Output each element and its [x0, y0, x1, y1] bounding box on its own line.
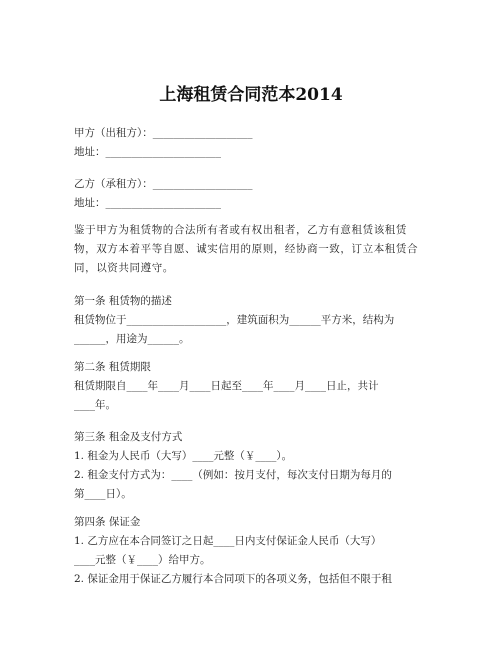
section-line: 2. 保证金用于保证乙方履行本合同项下的各项义务，包括但不限于租 — [74, 573, 392, 585]
section-line: ____元整（￥____）给甲方。 — [74, 554, 211, 566]
section-line: ____年。 — [74, 399, 116, 411]
lessee-label: 乙方（承租方）：___________________ — [74, 178, 253, 190]
section-line: 租赁物位于___________________，建筑面积为______平方米，结构为 — [74, 314, 395, 326]
section-heading: 第三条 租金及支付方式 — [74, 431, 183, 443]
section-3 — [74, 428, 434, 504]
section-heading: 第二条 租赁期限 — [74, 361, 151, 373]
lessor-label: 甲方（出租方）：___________________ — [74, 127, 253, 139]
section-line: 第____日）。 — [74, 488, 132, 500]
section-line: 2. 租金支付方式为：____（例如：按月支付，每次支付日期为每月的 — [74, 469, 392, 481]
section-4 — [74, 513, 434, 589]
section-1 — [74, 292, 434, 349]
section-line: ______，用途为______。 — [74, 333, 190, 345]
section-line: 1. 乙方应在本合同签订之日起____日内支付保证金人民币（大写） — [74, 535, 382, 547]
section-heading: 第四条 保证金 — [74, 516, 141, 528]
section-line: 租赁期限自____年____月____日起至____年____月____日止，共计 — [74, 380, 379, 392]
section-line: 1. 租金为人民币（大写）____元整（￥____）。 — [74, 450, 293, 462]
document-title: 上海租赁合同范本2014 — [159, 85, 343, 105]
lessee-block — [74, 175, 434, 213]
lessee-address: 地址：______________________ — [74, 197, 221, 209]
section-2 — [74, 358, 434, 415]
lessor-address: 地址：______________________ — [74, 146, 221, 158]
lessor-block — [74, 124, 434, 162]
section-heading: 第一条 租赁物的描述 — [74, 295, 172, 307]
preamble-paragraph: 鉴于甲方为租赁物的合法所有者或有权出租者，乙方有意租赁该租赁物，双方本着平等自愿、诚实信用的原则，经协商一致，订立本租赁合同，以资共同遵守。 — [74, 224, 419, 274]
